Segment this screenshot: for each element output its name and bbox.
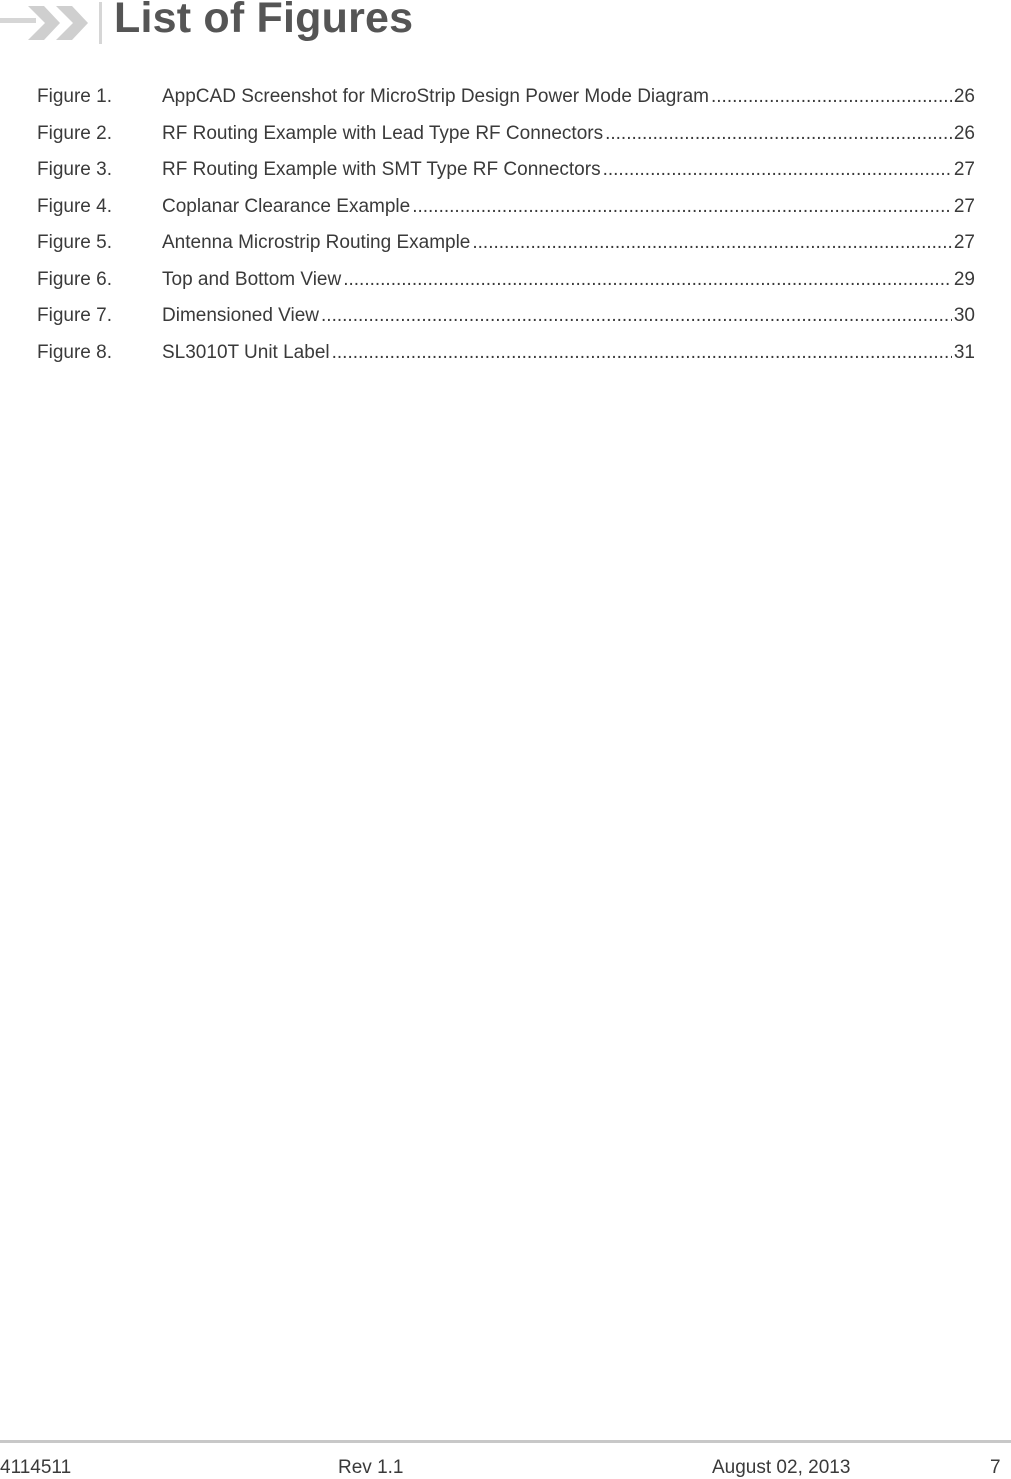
figure-page-number: 29: [953, 268, 975, 290]
figure-title: SL3010T Unit Label: [162, 341, 330, 363]
figure-number: Figure 3.: [37, 159, 112, 180]
figure-number: Figure 2.: [37, 122, 112, 144]
figure-title: Dimensioned View: [162, 305, 320, 326]
figure-number: Figure 8.: [37, 341, 112, 363]
list-of-figures: [37, 86, 975, 378]
footer-revision: Rev 1.1: [338, 1457, 404, 1478]
footer-document-number: 4114511: [0, 1457, 72, 1478]
footer-date: August 02, 2013: [712, 1457, 851, 1478]
figure-page-number: 26: [953, 122, 975, 144]
toc-entry[interactable]: [37, 342, 975, 379]
dot-leader: [605, 123, 952, 145]
figure-page-number: 30: [953, 305, 975, 326]
toc-entry[interactable]: [37, 159, 975, 196]
chevron-arrows-icon: [0, 2, 110, 44]
dot-leader: [603, 159, 952, 181]
toc-entry[interactable]: [37, 123, 975, 160]
toc-entry[interactable]: [37, 269, 975, 306]
dot-leader: [412, 196, 952, 218]
toc-entry[interactable]: [37, 196, 975, 233]
figure-number: Figure 1.: [37, 86, 112, 107]
figure-title: Coplanar Clearance Example: [162, 195, 411, 217]
figure-page-number: 27: [953, 195, 975, 217]
toc-entry[interactable]: [37, 86, 975, 123]
page-header: [0, 0, 1011, 50]
page-title: List of Figures: [114, 0, 414, 42]
footer-page-number: 7: [990, 1457, 1001, 1478]
footer-divider: [0, 1440, 1011, 1443]
figure-title: AppCAD Screenshot for MicroStrip Design Power Mode Diagram: [162, 86, 709, 107]
figure-number: Figure 4.: [37, 195, 112, 217]
dot-leader: [472, 232, 951, 254]
figure-title: RF Routing Example with Lead Type RF Connectors: [162, 122, 604, 144]
figure-number: Figure 7.: [37, 305, 112, 326]
figure-page-number: 26: [953, 86, 975, 107]
figure-page-number: 27: [953, 232, 975, 253]
figure-page-number: 31: [953, 341, 975, 363]
dot-leader: [343, 269, 952, 291]
toc-entry[interactable]: [37, 232, 975, 269]
dot-leader: [321, 305, 952, 327]
figure-page-number: 27: [953, 159, 975, 180]
figure-title: Top and Bottom View: [162, 268, 342, 290]
figure-title: Antenna Microstrip Routing Example: [162, 232, 471, 253]
figure-number: Figure 6.: [37, 268, 112, 290]
figure-number: Figure 5.: [37, 232, 112, 253]
toc-entry[interactable]: [37, 305, 975, 342]
figure-title: RF Routing Example with SMT Type RF Connectors: [162, 159, 601, 180]
dot-leader: [332, 342, 952, 364]
dot-leader: [711, 86, 952, 108]
